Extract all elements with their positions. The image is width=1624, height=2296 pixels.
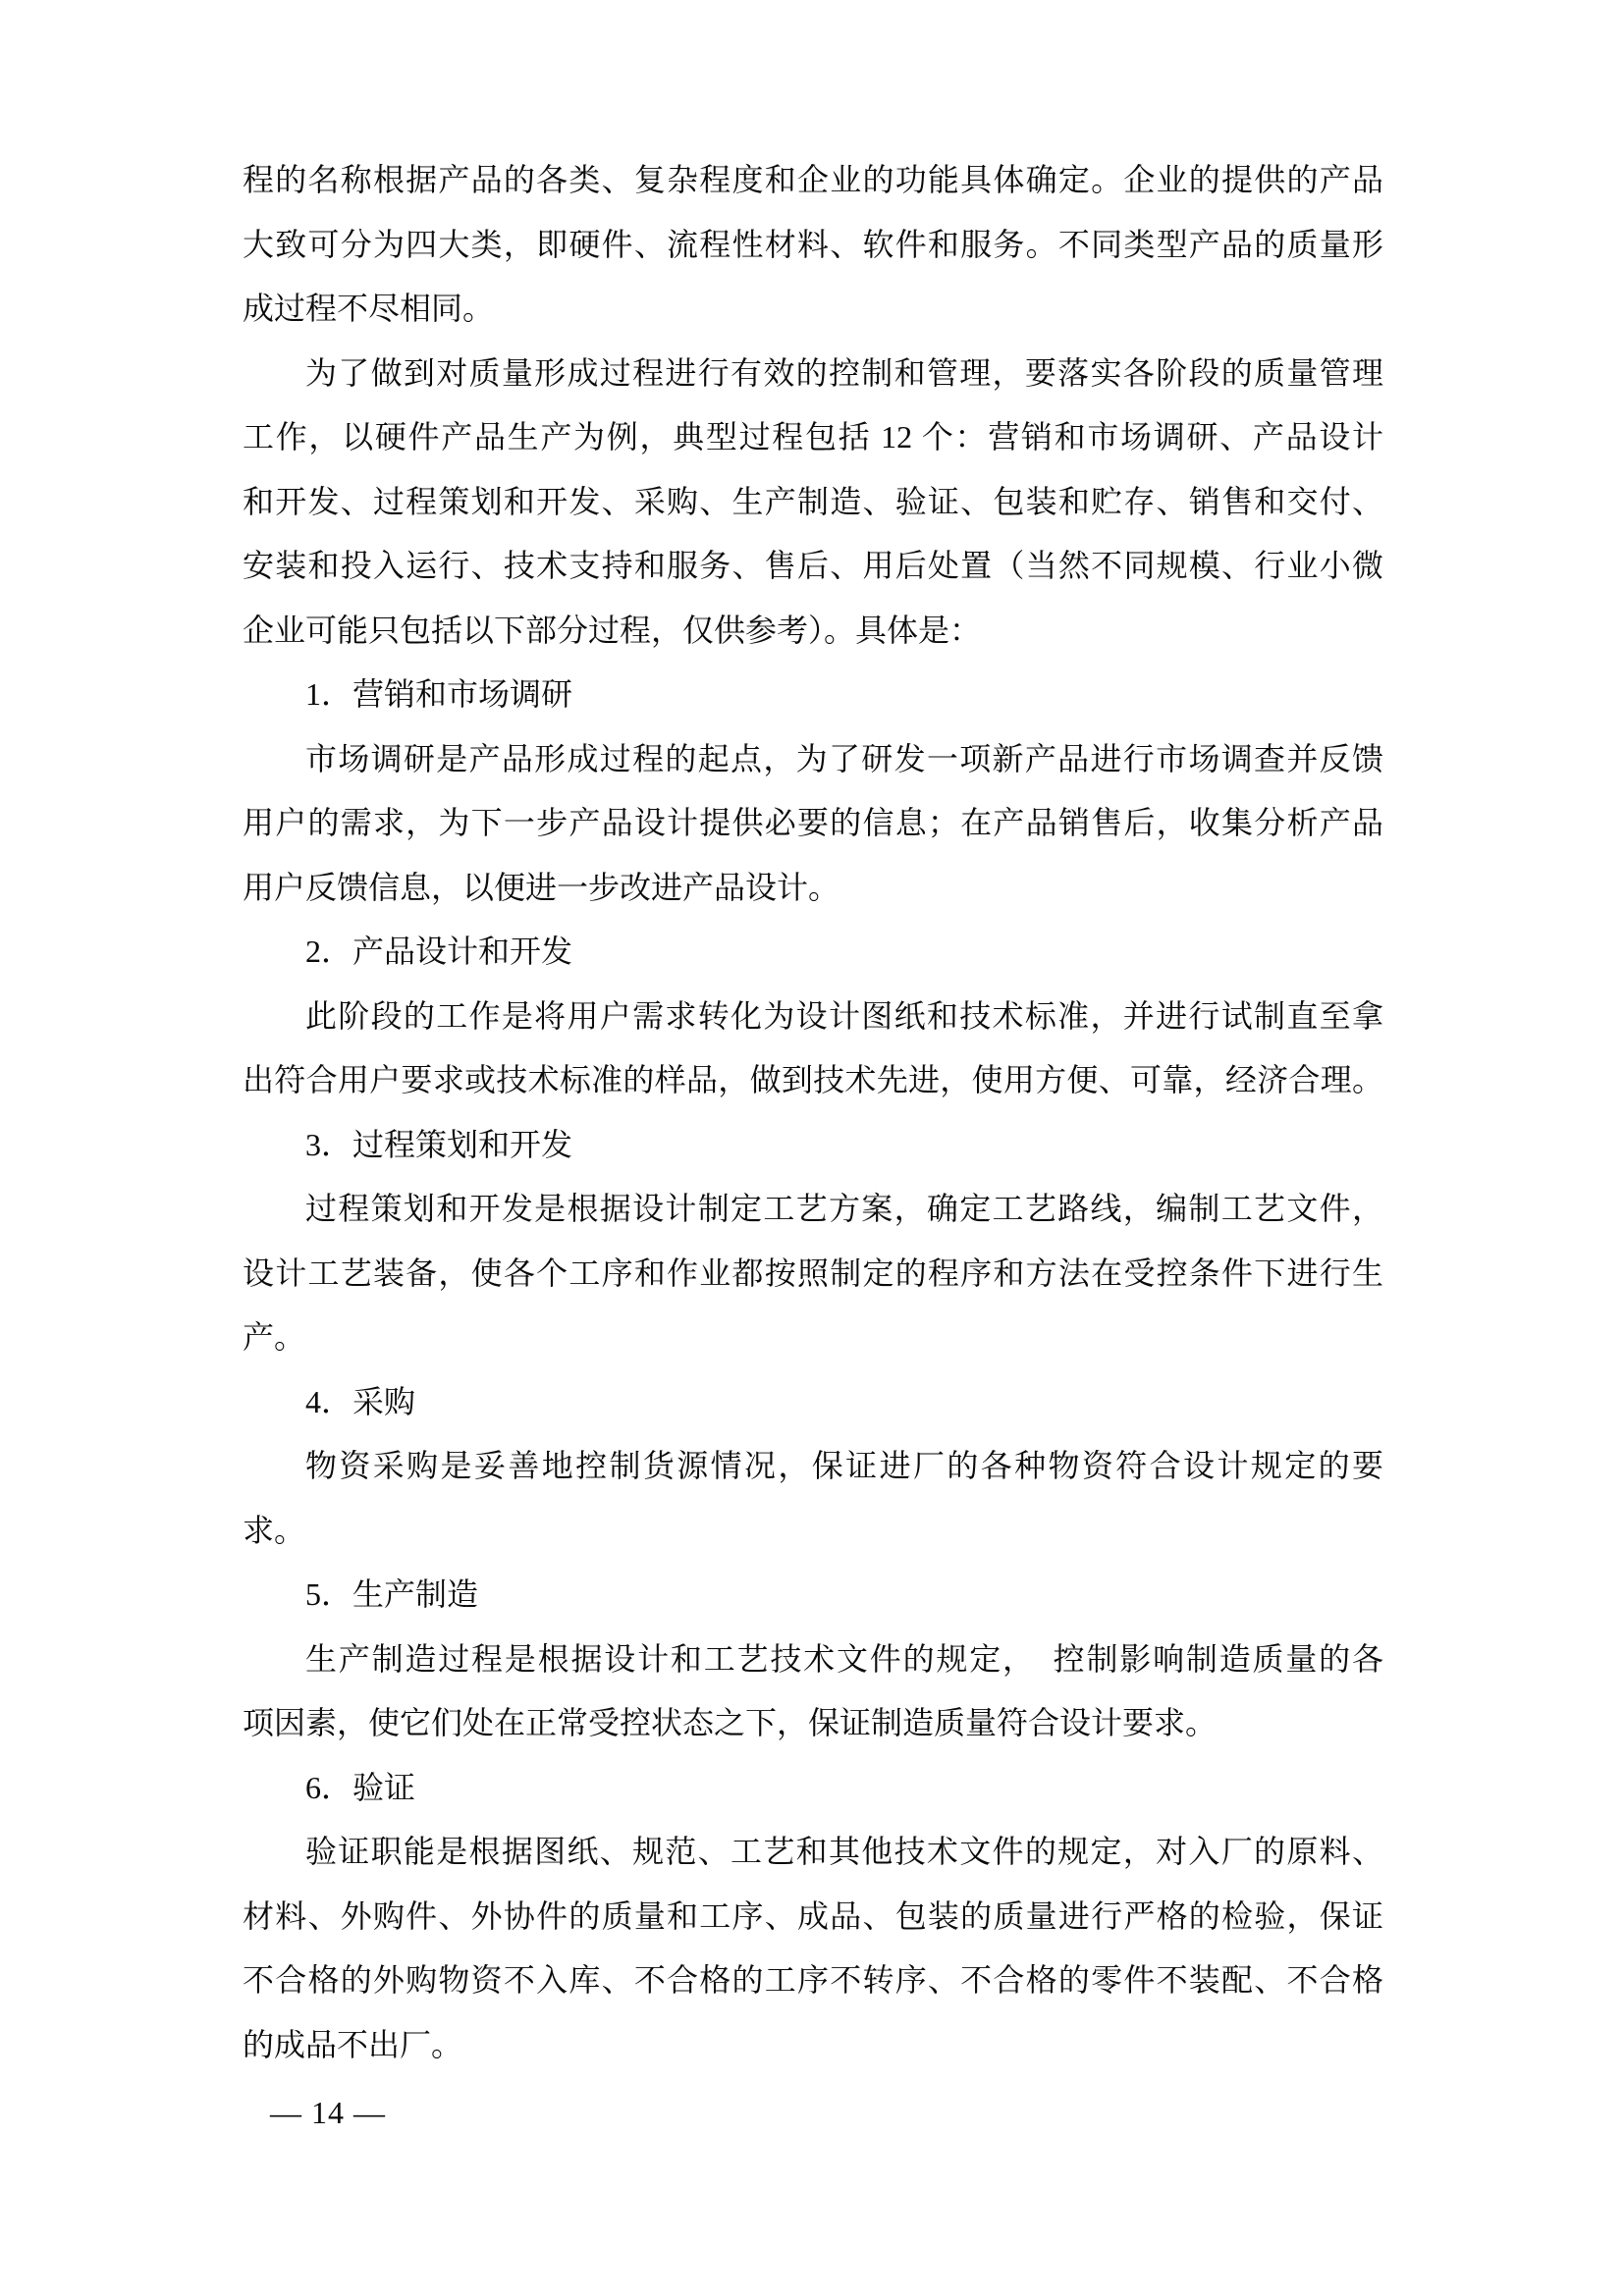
text-line: 材料、外购件、外协件的质量和工序、成品、包装的质量进行严格的检验，保证 xyxy=(243,1897,1383,1934)
text-line: 过程策划和开发是根据设计制定工艺方案，确定工艺路线，编制工艺文件， xyxy=(305,1191,1383,1226)
text-line: 的成品不出厂。 xyxy=(243,2026,463,2062)
text-line: 出符合用户要求或技术标准的样品，做到技术先进，使用方便、可靠，经济合理。 xyxy=(243,1062,1383,1097)
text-line: 生产制造过程是根据设计和工艺技术文件的规定， 控制影响制造质量的各 xyxy=(305,1640,1383,1677)
section-heading-line: 5．生产制造 xyxy=(305,1576,479,1612)
section-heading-line: 3．过程策划和开发 xyxy=(305,1126,573,1162)
text-line: 为了做到对质量形成过程进行有效的控制和管理，要落实各阶段的质量管理 xyxy=(305,354,1383,391)
text-line: 用户的需求，为下一步产品设计提供必要的信息；在产品销售后，收集分析产品 xyxy=(243,805,1383,840)
text-line: 验证职能是根据图纸、规范、工艺和其他技术文件的规定，对入厂的原料、 xyxy=(305,1834,1383,1869)
section-heading-line: 2．产品设计和开发 xyxy=(305,934,573,969)
text-line: 用户反馈信息，以便进一步改进产品设计。 xyxy=(243,869,840,905)
text-line: 企业可能只包括以下部分过程，仅供参考）。具体是： xyxy=(243,612,982,648)
text-line: 程的名称根据产品的各类、复杂程度和企业的功能具体确定。企业的提供的产品 xyxy=(243,162,1383,197)
text-line: 成过程不尽相同。 xyxy=(243,291,495,326)
section-heading-line: 6．验证 xyxy=(305,1769,416,1805)
text-line: 产。 xyxy=(243,1319,306,1355)
text-line: 求。 xyxy=(243,1512,306,1548)
text-line: 物资采购是妥善地控制货源情况，保证进厂的各种物资符合设计规定的要 xyxy=(305,1448,1383,1483)
page-number: — 14 — xyxy=(270,2095,386,2130)
text-line: 设计工艺装备，使各个工序和作业都按照制定的程序和方法在受控条件下进行生 xyxy=(243,1255,1383,1291)
section-heading-line: 1．营销和市场调研 xyxy=(305,676,573,712)
text-line: 项因素，使它们处在正常受控状态之下，保证制造质量符合设计要求。 xyxy=(243,1705,1218,1740)
text-line: 市场调研是产品形成过程的起点，为了研发一项新产品进行市场调查并反馈 xyxy=(305,740,1383,776)
text-line: 不合格的外购物资不入库、不合格的工序不转序、不合格的零件不装配、不合格 xyxy=(243,1962,1383,1998)
text-line: 此阶段的工作是将用户需求转化为设计图纸和技术标准，并进行试制直至拿 xyxy=(305,997,1383,1034)
text-line: 工作，以硬件产品生产为例，典型过程包括 12 个：营销和市场调研、产品设计 xyxy=(243,419,1383,454)
text-line: 和开发、过程策划和开发、采购、生产制造、验证、包装和贮存、销售和交付、 xyxy=(243,483,1383,519)
text-line: 安装和投入运行、技术支持和服务、售后、用后处置（当然不同规模、行业小微 xyxy=(243,548,1383,583)
text-line: 大致可分为四大类，即硬件、流程性材料、软件和服务。不同类型产品的质量形 xyxy=(243,226,1383,262)
page-text-content xyxy=(243,148,1383,2077)
section-heading-line: 4．采购 xyxy=(305,1383,416,1419)
page-footer xyxy=(270,2081,386,2146)
